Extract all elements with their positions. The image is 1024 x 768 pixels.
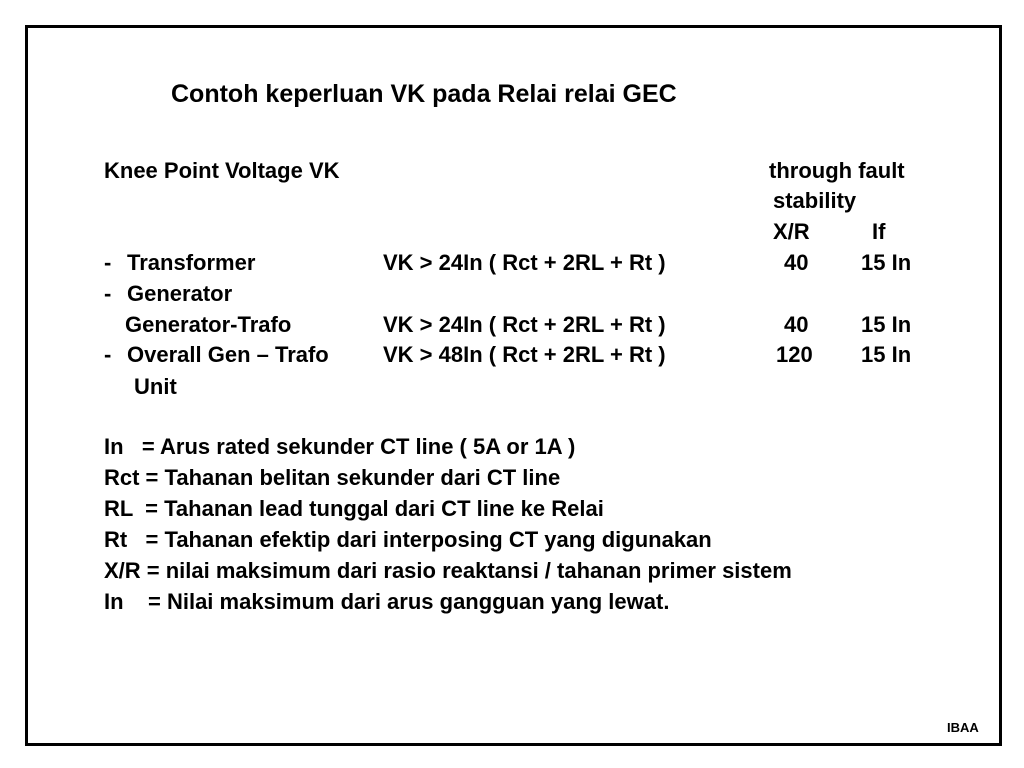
header-col-if: If bbox=[872, 219, 886, 244]
definition-line: RL = Tahanan lead tunggal dari CT line ke Relai bbox=[104, 496, 604, 521]
row-xr: 40 bbox=[784, 250, 809, 275]
row-name: Generator-Trafo bbox=[125, 312, 292, 337]
footer-label: IBAA bbox=[947, 720, 979, 735]
definition-line: Rt = Tahanan efektip dari interposing CT yang digunakan bbox=[104, 527, 712, 552]
header-right-line2: stability bbox=[773, 188, 857, 213]
row-if: 15 In bbox=[861, 312, 912, 337]
definition-line: In = Nilai maksimum dari arus gangguan yang lewat. bbox=[104, 589, 670, 614]
row-if: 15 In bbox=[861, 342, 912, 367]
row-name: Transformer bbox=[127, 250, 256, 275]
row-name: Generator bbox=[127, 281, 233, 306]
header-right-line1: through fault bbox=[769, 158, 905, 183]
row-formula: VK > 48In ( Rct + 2RL + Rt ) bbox=[383, 342, 666, 367]
row-formula: VK > 24In ( Rct + 2RL + Rt ) bbox=[383, 312, 666, 337]
row-bullet: - bbox=[104, 281, 112, 306]
header-col-xr: X/R bbox=[773, 219, 810, 244]
row-name: Unit bbox=[134, 374, 177, 399]
definition-line: In = Arus rated sekunder CT line ( 5A or 1A ) bbox=[104, 434, 576, 459]
row-bullet: - bbox=[104, 250, 112, 275]
definition-line: Rct = Tahanan belitan sekunder dari CT line bbox=[104, 465, 561, 490]
row-xr: 40 bbox=[784, 312, 809, 337]
row-if: 15 In bbox=[861, 250, 912, 275]
row-bullet: - bbox=[104, 342, 112, 367]
row-formula: VK > 24In ( Rct + 2RL + Rt ) bbox=[383, 250, 666, 275]
row-name: Overall Gen – Trafo bbox=[127, 342, 329, 367]
slide-title: Contoh keperluan VK pada Relai relai GEC bbox=[171, 80, 677, 108]
row-xr: 120 bbox=[776, 342, 813, 367]
definition-line: X/R = nilai maksimum dari rasio reaktansi / tahanan primer sistem bbox=[104, 558, 792, 583]
header-left-label: Knee Point Voltage VK bbox=[104, 158, 340, 183]
